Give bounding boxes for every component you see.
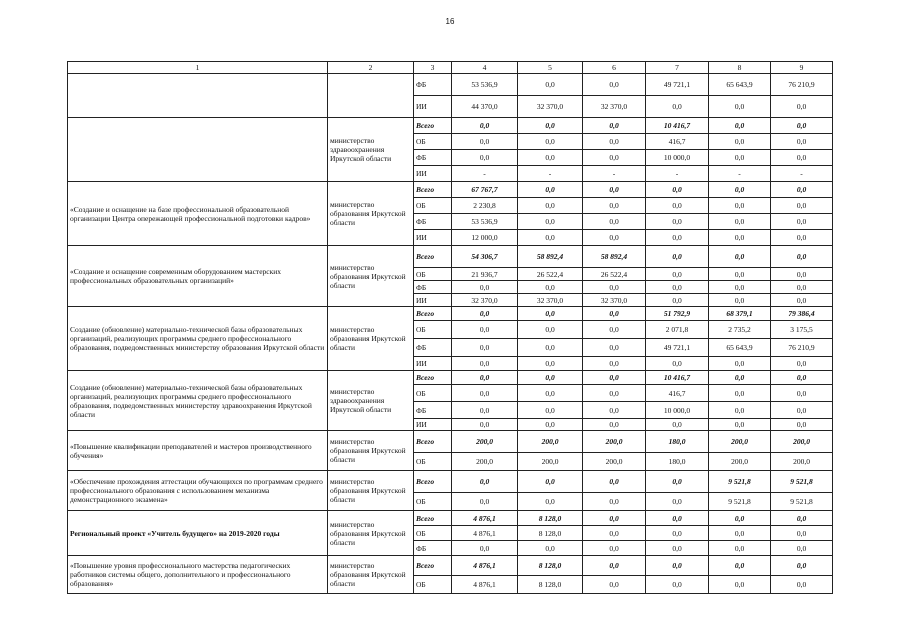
amount-cell: 0,0: [518, 74, 583, 96]
amount-cell: 0,0: [771, 576, 833, 594]
executor-cell: министерство здравоохранения Иркутской области: [328, 371, 414, 431]
funding-source-cell: ИИ: [414, 230, 452, 246]
executor-cell: министерство образования Иркутской области: [328, 182, 414, 246]
amount-cell: 0,0: [518, 214, 583, 230]
amount-cell: 0,0: [518, 339, 583, 357]
executor-cell: министерство образования Иркутской области: [328, 471, 414, 511]
amount-cell: 0,0: [518, 281, 583, 294]
executor-cell: министерство образования Иркутской области: [328, 511, 414, 556]
amount-cell: 200,0: [452, 453, 518, 471]
amount-cell: 2 735,2: [709, 321, 771, 339]
amount-cell: 0,0: [452, 471, 518, 493]
amount-cell: 0,0: [452, 150, 518, 166]
amount-cell: -: [518, 166, 583, 182]
amount-cell: 65 643,9: [709, 74, 771, 96]
amount-cell: -: [771, 166, 833, 182]
executor-cell: министерство образования Иркутской области: [328, 246, 414, 307]
amount-cell: 0,0: [709, 294, 771, 307]
column-header: 1: [68, 62, 328, 74]
amount-cell: 21 936,7: [452, 268, 518, 281]
amount-cell: 0,0: [583, 541, 646, 556]
amount-cell: 0,0: [709, 541, 771, 556]
amount-cell: 0,0: [709, 96, 771, 118]
amount-cell: 0,0: [646, 541, 709, 556]
amount-cell: 0,0: [583, 526, 646, 541]
amount-cell: 65 643,9: [709, 339, 771, 357]
amount-cell: 0,0: [583, 281, 646, 294]
amount-cell: 0,0: [583, 419, 646, 431]
amount-cell: 0,0: [771, 526, 833, 541]
amount-cell: 0,0: [771, 268, 833, 281]
column-header: 8: [709, 62, 771, 74]
funding-source-cell: Всего: [414, 371, 452, 385]
amount-cell: 49 721,1: [646, 339, 709, 357]
amount-cell: 54 306,7: [452, 246, 518, 268]
column-header: 3: [414, 62, 452, 74]
amount-cell: 0,0: [771, 214, 833, 230]
amount-cell: 79 386,4: [771, 307, 833, 321]
amount-cell: 0,0: [518, 385, 583, 402]
funding-source-cell: Всего: [414, 307, 452, 321]
amount-cell: 0,0: [583, 198, 646, 214]
amount-cell: 0,0: [583, 402, 646, 419]
amount-cell: 0,0: [583, 134, 646, 150]
program-name-cell: Создание (обновление) материально-технической базы образовательных организаций, реализующих программы среднего профессионального образования, подведомственных министерству здравоохранения Иркутской области: [68, 371, 328, 431]
amount-cell: 0,0: [518, 541, 583, 556]
funding-source-cell: Всего: [414, 556, 452, 576]
column-header: 5: [518, 62, 583, 74]
table-row: [68, 556, 833, 576]
amount-cell: 0,0: [771, 134, 833, 150]
amount-cell: 49 721,1: [646, 74, 709, 96]
program-name-cell: [68, 74, 328, 118]
program-name-cell: «Создание и оснащение современным оборудованием мастерских профессиональных образовательных организаций»: [68, 246, 328, 307]
amount-cell: 0,0: [518, 182, 583, 198]
amount-cell: -: [583, 166, 646, 182]
amount-cell: 180,0: [646, 431, 709, 453]
executor-cell: министерство образования Иркутской области: [328, 556, 414, 594]
amount-cell: 2 071,8: [646, 321, 709, 339]
amount-cell: 67 767,7: [452, 182, 518, 198]
amount-cell: 0,0: [452, 134, 518, 150]
amount-cell: 0,0: [452, 339, 518, 357]
amount-cell: 8 128,0: [518, 526, 583, 541]
table-row: [68, 371, 833, 385]
amount-cell: 0,0: [646, 214, 709, 230]
amount-cell: 0,0: [709, 385, 771, 402]
program-name-cell: «Повышение квалификации преподавателей и мастеров производственного обучения»: [68, 431, 328, 471]
amount-cell: 0,0: [452, 371, 518, 385]
amount-cell: 0,0: [771, 402, 833, 419]
funding-source-cell: ИИ: [414, 294, 452, 307]
amount-cell: 0,0: [646, 281, 709, 294]
amount-cell: 68 379,1: [709, 307, 771, 321]
amount-cell: 0,0: [709, 182, 771, 198]
amount-cell: 0,0: [452, 118, 518, 134]
budget-table: [67, 61, 833, 594]
table-row: [68, 182, 833, 198]
amount-cell: 0,0: [518, 419, 583, 431]
amount-cell: 4 876,1: [452, 556, 518, 576]
amount-cell: 32 370,0: [452, 294, 518, 307]
amount-cell: 0,0: [452, 541, 518, 556]
funding-source-cell: ФБ: [414, 541, 452, 556]
amount-cell: 0,0: [583, 182, 646, 198]
funding-source-cell: Всего: [414, 118, 452, 134]
table-row: [68, 246, 833, 268]
amount-cell: 0,0: [709, 198, 771, 214]
amount-cell: 0,0: [771, 198, 833, 214]
amount-cell: 0,0: [646, 471, 709, 493]
amount-cell: 10 416,7: [646, 118, 709, 134]
amount-cell: 0,0: [709, 371, 771, 385]
amount-cell: 0,0: [583, 339, 646, 357]
program-name-cell: Создание (обновление) материально-технической базы образовательных организаций, реализующих программы среднего профессионального образования, подведомственных министерству образования Иркутской области: [68, 307, 328, 371]
amount-cell: 0,0: [518, 493, 583, 511]
amount-cell: 8 128,0: [518, 576, 583, 594]
executor-cell: министерство образования Иркутской области: [328, 431, 414, 471]
amount-cell: 0,0: [452, 307, 518, 321]
funding-source-cell: ОБ: [414, 526, 452, 541]
amount-cell: 0,0: [646, 182, 709, 198]
amount-cell: 0,0: [709, 268, 771, 281]
amount-cell: 0,0: [518, 357, 583, 371]
amount-cell: -: [709, 166, 771, 182]
amount-cell: 416,7: [646, 134, 709, 150]
amount-cell: 0,0: [709, 214, 771, 230]
funding-source-cell: Всего: [414, 471, 452, 493]
amount-cell: 0,0: [771, 556, 833, 576]
amount-cell: 0,0: [583, 74, 646, 96]
amount-cell: 0,0: [771, 246, 833, 268]
amount-cell: 32 370,0: [583, 96, 646, 118]
amount-cell: 0,0: [771, 96, 833, 118]
table-row: [68, 118, 833, 134]
funding-source-cell: ФБ: [414, 339, 452, 357]
table-row: [68, 74, 833, 96]
funding-source-cell: ИИ: [414, 419, 452, 431]
amount-cell: 32 370,0: [583, 294, 646, 307]
amount-cell: 0,0: [709, 511, 771, 526]
funding-source-cell: ОБ: [414, 268, 452, 281]
funding-source-cell: ОБ: [414, 198, 452, 214]
amount-cell: 0,0: [646, 419, 709, 431]
amount-cell: 10 416,7: [646, 371, 709, 385]
amount-cell: 0,0: [583, 118, 646, 134]
funding-source-cell: Всего: [414, 511, 452, 526]
funding-source-cell: ИИ: [414, 96, 452, 118]
amount-cell: 0,0: [646, 230, 709, 246]
amount-cell: 0,0: [709, 150, 771, 166]
amount-cell: 0,0: [452, 281, 518, 294]
funding-source-cell: ФБ: [414, 281, 452, 294]
amount-cell: 0,0: [646, 357, 709, 371]
amount-cell: 0,0: [583, 230, 646, 246]
amount-cell: 8 128,0: [518, 511, 583, 526]
amount-cell: 180,0: [646, 453, 709, 471]
amount-cell: 200,0: [709, 431, 771, 453]
amount-cell: 0,0: [518, 371, 583, 385]
funding-source-cell: ОБ: [414, 493, 452, 511]
amount-cell: 0,0: [646, 493, 709, 511]
amount-cell: 0,0: [646, 294, 709, 307]
amount-cell: 0,0: [518, 307, 583, 321]
amount-cell: 0,0: [518, 321, 583, 339]
amount-cell: 10 000,0: [646, 402, 709, 419]
amount-cell: 0,0: [771, 357, 833, 371]
amount-cell: 0,0: [771, 294, 833, 307]
amount-cell: 58 892,4: [583, 246, 646, 268]
amount-cell: 416,7: [646, 385, 709, 402]
amount-cell: 0,0: [583, 576, 646, 594]
amount-cell: 26 522,4: [583, 268, 646, 281]
amount-cell: 0,0: [583, 321, 646, 339]
funding-source-cell: Всего: [414, 182, 452, 198]
funding-source-cell: ОБ: [414, 576, 452, 594]
funding-source-cell: ОБ: [414, 453, 452, 471]
amount-cell: 0,0: [583, 357, 646, 371]
amount-cell: 0,0: [771, 511, 833, 526]
executor-cell: министерство образования Иркутской области: [328, 307, 414, 371]
amount-cell: 0,0: [646, 268, 709, 281]
amount-cell: 0,0: [518, 118, 583, 134]
funding-source-cell: ОБ: [414, 321, 452, 339]
amount-cell: 10 000,0: [646, 150, 709, 166]
amount-cell: 0,0: [583, 385, 646, 402]
amount-cell: 0,0: [771, 385, 833, 402]
program-name-cell: «Повышение уровня профессионального мастерства педагогических работников системы общего, дополнительного и профессионального образования»: [68, 556, 328, 594]
amount-cell: 200,0: [583, 453, 646, 471]
amount-cell: 0,0: [771, 371, 833, 385]
amount-cell: 0,0: [518, 198, 583, 214]
amount-cell: 58 892,4: [518, 246, 583, 268]
program-name-cell: [68, 118, 328, 182]
column-header: 2: [328, 62, 414, 74]
amount-cell: 9 521,8: [771, 471, 833, 493]
amount-cell: 0,0: [452, 402, 518, 419]
amount-cell: 3 175,5: [771, 321, 833, 339]
amount-cell: 0,0: [709, 357, 771, 371]
executor-cell: министерство здравоохранения Иркутской области: [328, 118, 414, 182]
table-row: [68, 511, 833, 526]
amount-cell: 0,0: [771, 230, 833, 246]
funding-source-cell: ИИ: [414, 357, 452, 371]
program-name-cell: «Создание и оснащение на базе профессиональной образовательной организации Центра опережающей профессиональной подготовки кадров»: [68, 182, 328, 246]
amount-cell: 32 370,0: [518, 96, 583, 118]
funding-source-cell: ФБ: [414, 150, 452, 166]
amount-cell: 51 792,9: [646, 307, 709, 321]
amount-cell: 44 370,0: [452, 96, 518, 118]
column-header: 4: [452, 62, 518, 74]
amount-cell: 9 521,8: [771, 493, 833, 511]
table-row: [68, 431, 833, 453]
amount-cell: 0,0: [452, 321, 518, 339]
amount-cell: 200,0: [583, 431, 646, 453]
column-header: 7: [646, 62, 709, 74]
amount-cell: 0,0: [583, 150, 646, 166]
table-row: [68, 307, 833, 321]
page-number: 16: [445, 17, 455, 26]
amount-cell: 76 210,9: [771, 74, 833, 96]
funding-source-cell: ФБ: [414, 214, 452, 230]
amount-cell: 0,0: [452, 357, 518, 371]
funding-source-cell: ОБ: [414, 385, 452, 402]
amount-cell: 0,0: [583, 214, 646, 230]
funding-source-cell: ФБ: [414, 74, 452, 96]
amount-cell: 0,0: [709, 576, 771, 594]
amount-cell: 0,0: [646, 526, 709, 541]
amount-cell: 32 370,0: [518, 294, 583, 307]
amount-cell: 200,0: [771, 431, 833, 453]
amount-cell: 0,0: [583, 471, 646, 493]
amount-cell: 0,0: [583, 511, 646, 526]
amount-cell: 9 521,8: [709, 471, 771, 493]
funding-source-cell: Всего: [414, 246, 452, 268]
amount-cell: 0,0: [709, 526, 771, 541]
program-name-cell: «Обеспечение прохождения аттестации обучающихся по программам среднего профессионального образования с использованием механизма демонстрационного экзамена»: [68, 471, 328, 511]
funding-source-cell: ФБ: [414, 402, 452, 419]
amount-cell: 0,0: [518, 150, 583, 166]
amount-cell: 12 000,0: [452, 230, 518, 246]
amount-cell: 0,0: [452, 419, 518, 431]
amount-cell: 0,0: [646, 556, 709, 576]
amount-cell: 4 876,1: [452, 576, 518, 594]
amount-cell: 0,0: [518, 471, 583, 493]
amount-cell: 53 536,9: [452, 214, 518, 230]
amount-cell: 0,0: [452, 493, 518, 511]
amount-cell: 4 876,1: [452, 511, 518, 526]
amount-cell: 53 536,9: [452, 74, 518, 96]
amount-cell: 4 876,1: [452, 526, 518, 541]
funding-source-cell: ИИ: [414, 166, 452, 182]
program-name-cell: Региональный проект «Учитель будущего» на 2019-2020 годы: [68, 511, 328, 556]
header-row: [68, 62, 833, 74]
amount-cell: 0,0: [709, 281, 771, 294]
amount-cell: 0,0: [709, 246, 771, 268]
amount-cell: 76 210,9: [771, 339, 833, 357]
amount-cell: 0,0: [709, 118, 771, 134]
amount-cell: 0,0: [646, 511, 709, 526]
amount-cell: 2 230,8: [452, 198, 518, 214]
amount-cell: 0,0: [771, 419, 833, 431]
amount-cell: -: [452, 166, 518, 182]
table-body: [68, 74, 833, 594]
column-header: 6: [583, 62, 646, 74]
executor-cell: [328, 74, 414, 118]
amount-cell: 0,0: [771, 281, 833, 294]
amount-cell: 200,0: [518, 453, 583, 471]
amount-cell: 200,0: [518, 431, 583, 453]
amount-cell: 0,0: [583, 556, 646, 576]
column-header: 9: [771, 62, 833, 74]
amount-cell: 0,0: [709, 419, 771, 431]
amount-cell: 0,0: [771, 182, 833, 198]
amount-cell: 0,0: [709, 230, 771, 246]
amount-cell: 0,0: [583, 307, 646, 321]
amount-cell: 0,0: [452, 385, 518, 402]
amount-cell: 200,0: [771, 453, 833, 471]
amount-cell: 0,0: [771, 150, 833, 166]
amount-cell: 26 522,4: [518, 268, 583, 281]
funding-source-cell: Всего: [414, 431, 452, 453]
amount-cell: 0,0: [518, 402, 583, 419]
funding-source-cell: ОБ: [414, 134, 452, 150]
amount-cell: 0,0: [646, 96, 709, 118]
amount-cell: 8 128,0: [518, 556, 583, 576]
amount-cell: 0,0: [583, 493, 646, 511]
amount-cell: 0,0: [709, 402, 771, 419]
amount-cell: 0,0: [646, 246, 709, 268]
amount-cell: 0,0: [709, 556, 771, 576]
amount-cell: -: [646, 166, 709, 182]
amount-cell: 0,0: [771, 118, 833, 134]
amount-cell: 0,0: [518, 230, 583, 246]
amount-cell: 0,0: [771, 541, 833, 556]
amount-cell: 0,0: [518, 134, 583, 150]
amount-cell: 9 521,8: [709, 493, 771, 511]
amount-cell: 200,0: [709, 453, 771, 471]
amount-cell: 0,0: [646, 576, 709, 594]
amount-cell: 200,0: [452, 431, 518, 453]
amount-cell: 0,0: [709, 134, 771, 150]
table-row: [68, 471, 833, 493]
amount-cell: 0,0: [646, 198, 709, 214]
amount-cell: 0,0: [583, 371, 646, 385]
